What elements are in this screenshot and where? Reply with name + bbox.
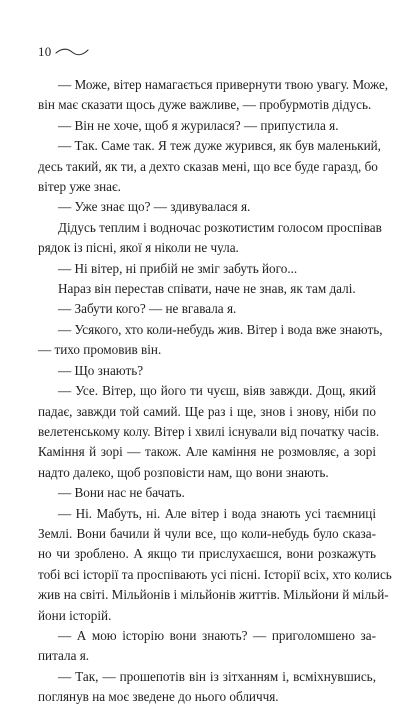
text-line: вітер уже знає. [38,179,121,195]
text-line: падає, завжди той самий. Ще раз і ще, знов і знову, ніби по [38,403,376,419]
text-line: тобі всі історії та проспівають усі пісні. Історії всіх, хто колись [38,566,392,582]
text-line: — Забути кого? — не вгавала я. [58,301,237,317]
text-line: — Усе. Вітер, що його ти чуєш, віяв завжди. Дощ, який [58,383,376,399]
text-line: йони історій. [38,607,112,623]
text-line: — Він не хоче, щоб я журилася? — припустила я. [58,117,339,133]
text-line: — Уже знає що? — здивувалася я. [58,199,251,215]
text-line: поглянув на моє зведене до нього обличчя. [38,689,279,705]
body-text [38,75,392,708]
text-line: — Вони нас не бачать. [58,485,185,501]
text-line: — Усякого, хто коли-небудь жив. Вітер і вода вже знають, [58,321,383,337]
text-line: надто далеко, щоб розповісти нам, що вони знають. [38,464,329,480]
text-line: він має сказати щось дуже важливе, — пробурмотів дідусь. [38,97,372,113]
text-line: питала я. [38,648,90,664]
text-line: — Так. Саме так. Я теж дуже журився, як був маленький, [58,138,381,154]
text-line: но чи зроблено. А якщо ти прислухаєшся, вони розкажуть [38,546,376,562]
text-line: — Так, — прошепотів він із зітханням і, всміхнувшись, [58,668,376,684]
text-line: десь такий, як ти, а дехто сказав мені, що все буде гаразд, бо [38,158,378,174]
text-line: — Ні. Мабуть, ні. Але вітер і вода знають усі таємниці [58,505,376,521]
text-line: жив на світі. Мільйонів і мільйонів життів. Мільйони й мільй- [38,587,389,603]
page-header [38,44,89,60]
text-line: велетенському колу. Вітер і хвилі існували від початку часів. [38,423,380,439]
text-line: рядок із пісні, якої я ніколи не чула. [38,240,239,256]
text-line: — А мою історію вони знають? — приголомшено за- [58,627,376,643]
text-line: Дідусь теплим і водночас розкотистим голосом проспівав [58,219,382,235]
swash-ornament-icon [55,47,89,57]
text-line: Землі. Вони бачили й чули все, що коли-небудь було сказа- [38,525,376,541]
text-line: — Може, вітер намагається привернути твою увагу. Може, [58,77,389,92]
text-line: Каміння й зорі — також. Але каміння не розмовляє, а зорі [38,444,376,460]
text-line: — Ні вітер, ні прибій не зміг забуть його... [58,260,298,276]
page-number: 10 [38,44,52,59]
text-line: Нараз він перестав співати, наче не знав, як там далі. [58,281,356,297]
text-line: — тихо промовив він. [38,342,162,358]
text-line: — Що знають? [58,362,144,378]
